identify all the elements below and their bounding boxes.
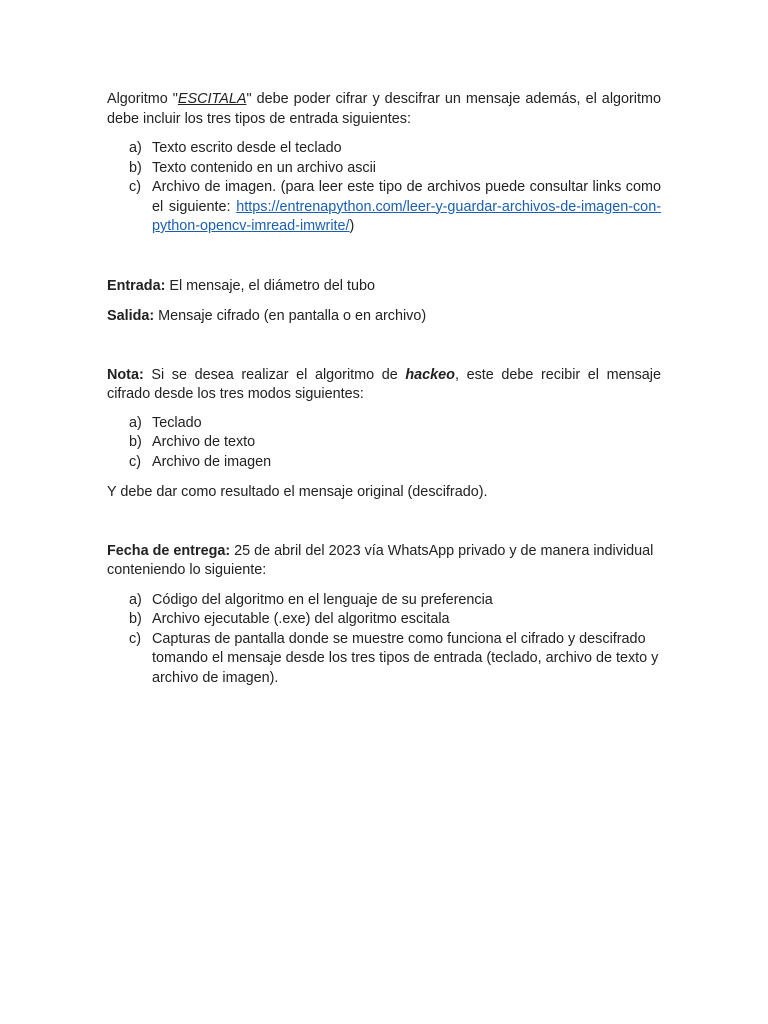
list-marker: a) (129, 591, 142, 608)
list-item-text: Código del algoritmo en el lenguaje de su preferencia (152, 591, 493, 608)
salida-label: Salida: (107, 308, 155, 324)
list-item (107, 433, 661, 453)
list-marker: b) (129, 434, 142, 450)
list-item (107, 630, 661, 689)
intro-paragraph (107, 90, 661, 129)
entrada-paragraph (107, 277, 661, 297)
list-marker: a) (129, 414, 142, 431)
hackeo-emphasis: hackeo (405, 366, 455, 383)
input-types-list (107, 139, 661, 237)
deliverables-list (107, 591, 661, 689)
list-item-text: Archivo de imagen. (para leer este tipo de archivos puede consultar links como el siguiente: (152, 179, 661, 215)
salida-paragraph (107, 307, 661, 327)
nota-text-end: , este debe recibir el mensaje cifrado desde los tres modos siguientes: (107, 366, 661, 402)
result-paragraph: Y debe dar como resultado el mensaje original (descifrado). (107, 484, 488, 500)
list-item-text: Archivo ejecutable (.exe) del algoritmo escitala (152, 611, 450, 627)
list-marker: c) (129, 179, 141, 195)
list-marker: b) (129, 611, 142, 627)
hack-modes-list (107, 414, 661, 473)
entrada-label: Entrada: (107, 277, 166, 294)
list-marker: c) (129, 453, 141, 470)
intro-suffix: " debe poder cifrar y descifrar un mensaje además, el algoritmo debe incluir los tres tipos de entrada siguientes: (107, 91, 661, 127)
fecha-label: Fecha de entrega: (107, 542, 231, 559)
list-item-text: Texto escrito desde el teclado (152, 140, 342, 156)
list-marker: b) (129, 159, 142, 176)
fecha-paragraph (107, 542, 661, 581)
list-item (107, 139, 661, 159)
list-item (107, 591, 661, 611)
list-item-text-end: ) (349, 218, 355, 234)
list-item-text: Archivo de texto (152, 434, 256, 450)
list-item (107, 610, 661, 630)
list-marker: a) (129, 140, 142, 156)
salida-text: Mensaje cifrado (en pantalla o en archivo) (154, 308, 427, 324)
nota-label: Nota: (107, 366, 144, 383)
list-item (107, 159, 661, 179)
fecha-text: 25 de abril del 2023 vía WhatsApp privado y de manera individual conteniendo lo siguiente: (107, 542, 654, 578)
list-item-text: Capturas de pantalla donde se muestre como funciona el cifrado y descifrado tomando el mensaje desde los tres tipos de entrada (teclado, archivo de texto y archivo de imagen). (152, 630, 659, 686)
document-page (107, 90, 661, 688)
entrada-text: El mensaje, el diámetro del tubo (165, 277, 375, 294)
nota-text: Si se desea realizar el algoritmo de (143, 366, 406, 383)
list-item (107, 178, 661, 237)
nota-paragraph (107, 366, 661, 405)
intro-prefix: Algoritmo " (107, 91, 178, 107)
list-item (107, 414, 661, 434)
algorithm-name: ESCITALA (177, 91, 247, 107)
list-item-text: Teclado (152, 414, 202, 431)
list-item (107, 453, 661, 473)
list-item-text: Texto contenido en un archivo ascii (152, 159, 376, 176)
reference-link[interactable]: https://entrenapython.com/leer-y-guardar-archivos-de-imagen-con-python-opencv-imread-imwrite/ (152, 198, 661, 234)
list-item-text: Archivo de imagen (152, 453, 272, 470)
list-marker: c) (129, 630, 141, 647)
